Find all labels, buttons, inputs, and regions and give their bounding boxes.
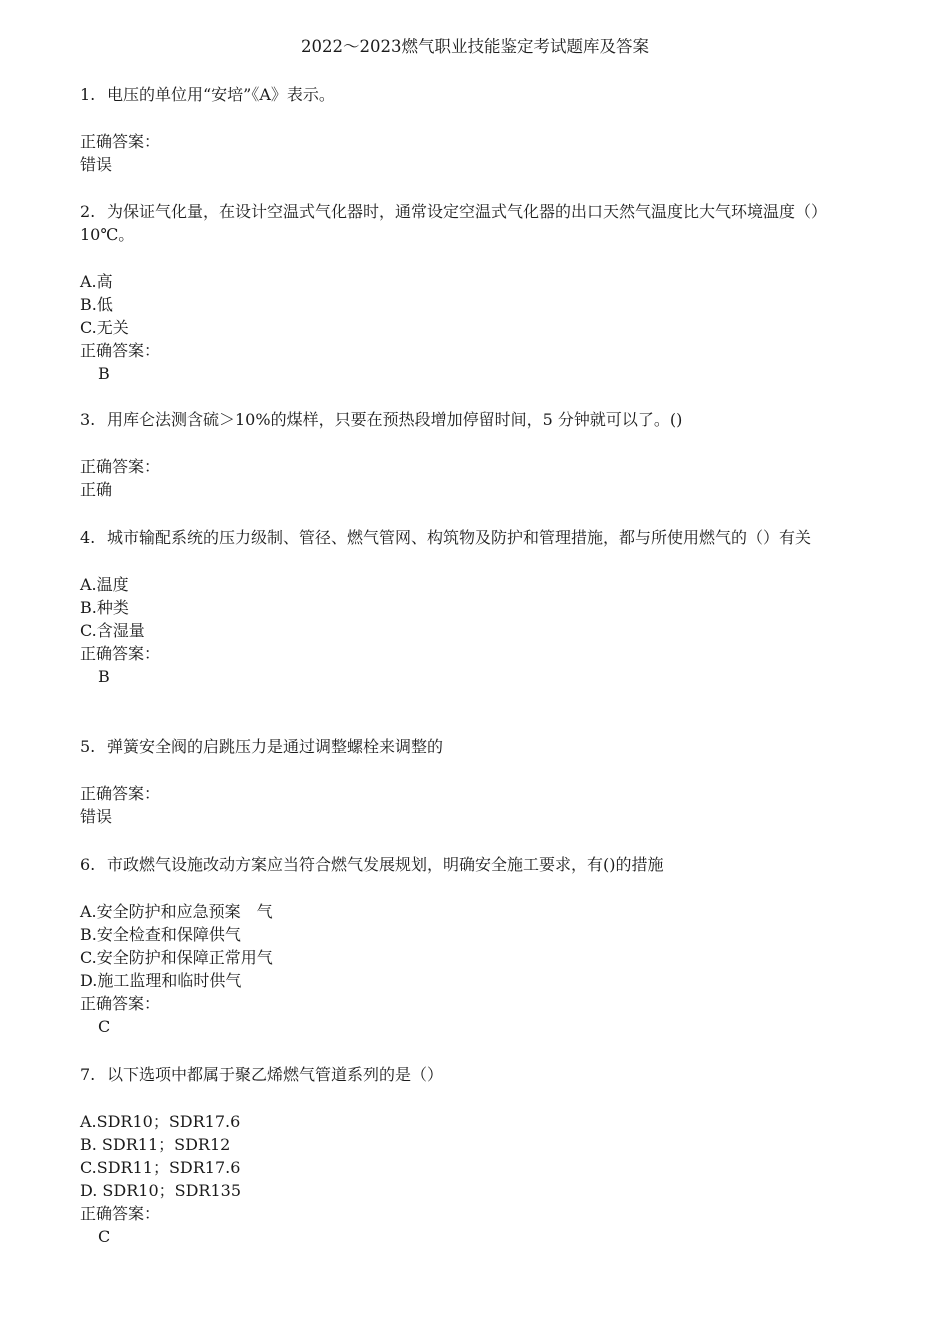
- options-list: [80, 900, 870, 992]
- question-5: [80, 735, 870, 828]
- answer-label: 正确答案：: [80, 341, 161, 360]
- option-a: A.高: [80, 272, 113, 291]
- option-b: B.种类: [80, 598, 129, 617]
- options-list: [80, 573, 870, 642]
- answer-value: 错误: [80, 155, 113, 174]
- question-number: 6.: [80, 855, 96, 874]
- question-stem: [80, 408, 870, 431]
- option-b: B.低: [80, 295, 113, 314]
- question-number: 4.: [80, 528, 96, 547]
- option-c: C.含湿量: [80, 621, 145, 640]
- option-a: A.安全防护和应急预案 气: [80, 902, 273, 921]
- question-stem: [80, 853, 870, 876]
- question-text: 用库仑法测含硫＞10%的煤样，只要在预热段增加停留时间，5 分钟就可以了。(): [107, 410, 683, 429]
- answer-label: 正确答案：: [80, 457, 161, 476]
- answer-value: B: [98, 667, 110, 686]
- answer-label: 正确答案：: [80, 1204, 161, 1223]
- document-title: 2022～2023燃气职业技能鉴定考试题库及答案: [301, 37, 649, 56]
- option-d: D. SDR10；SDR135: [80, 1181, 242, 1200]
- question-number: 2.: [80, 202, 96, 221]
- option-d: D.施工监理和临时供气: [80, 971, 242, 990]
- question-stem: [80, 200, 870, 246]
- answer-label: 正确答案：: [80, 784, 161, 803]
- question-number: 1.: [80, 85, 96, 104]
- answer-value: 错误: [80, 807, 113, 826]
- question-stem: [80, 83, 870, 106]
- answer-label: 正确答案：: [80, 994, 161, 1013]
- question-stem: [80, 526, 870, 549]
- answer-label: 正确答案：: [80, 644, 161, 663]
- question-1: [80, 83, 870, 176]
- option-b: B. SDR11；SDR12: [80, 1135, 231, 1154]
- question-stem: [80, 735, 870, 758]
- answer-label: 正确答案：: [80, 132, 161, 151]
- question-text: 为保证气化量，在设计空温式气化器时，通常设定空温式气化器的出口天然气温度比大气环境温度（）10℃。: [80, 202, 828, 244]
- question-3: [80, 408, 870, 501]
- question-text: 弹簧安全阀的启跳压力是通过调整螺栓来调整的: [107, 737, 444, 756]
- option-c: C.SDR11；SDR17.6: [80, 1158, 241, 1177]
- option-a: A.SDR10；SDR17.6: [80, 1112, 241, 1131]
- question-6: [80, 853, 870, 1038]
- question-number: 3.: [80, 410, 96, 429]
- options-list: [80, 1110, 870, 1202]
- option-c: C.无关: [80, 318, 129, 337]
- answer-value: B: [98, 364, 110, 383]
- question-4: [80, 526, 870, 688]
- option-b: B.安全检查和保障供气: [80, 925, 241, 944]
- question-2: [80, 200, 870, 385]
- answer-value: C: [98, 1227, 111, 1246]
- option-a: A.温度: [80, 575, 129, 594]
- question-text: 市政燃气设施改动方案应当符合燃气发展规划，明确安全施工要求，有()的措施: [107, 855, 664, 874]
- question-text: 电压的单位用“安培”《A》表示。: [107, 85, 335, 104]
- question-7: [80, 1063, 870, 1248]
- answer-value: C: [98, 1017, 111, 1036]
- option-c: C.安全防护和保障正常用气: [80, 948, 273, 967]
- options-list: [80, 270, 870, 339]
- question-number: 5.: [80, 737, 96, 756]
- question-text: 以下选项中都属于聚乙烯燃气管道系列的是（）: [107, 1065, 444, 1084]
- question-number: 7.: [80, 1065, 96, 1084]
- answer-value: 正确: [80, 480, 113, 499]
- question-stem: [80, 1063, 870, 1086]
- question-text: 城市输配系统的压力级制、管径、燃气管网、构筑物及防护和管理措施，都与所使用燃气的（）有关: [107, 528, 812, 547]
